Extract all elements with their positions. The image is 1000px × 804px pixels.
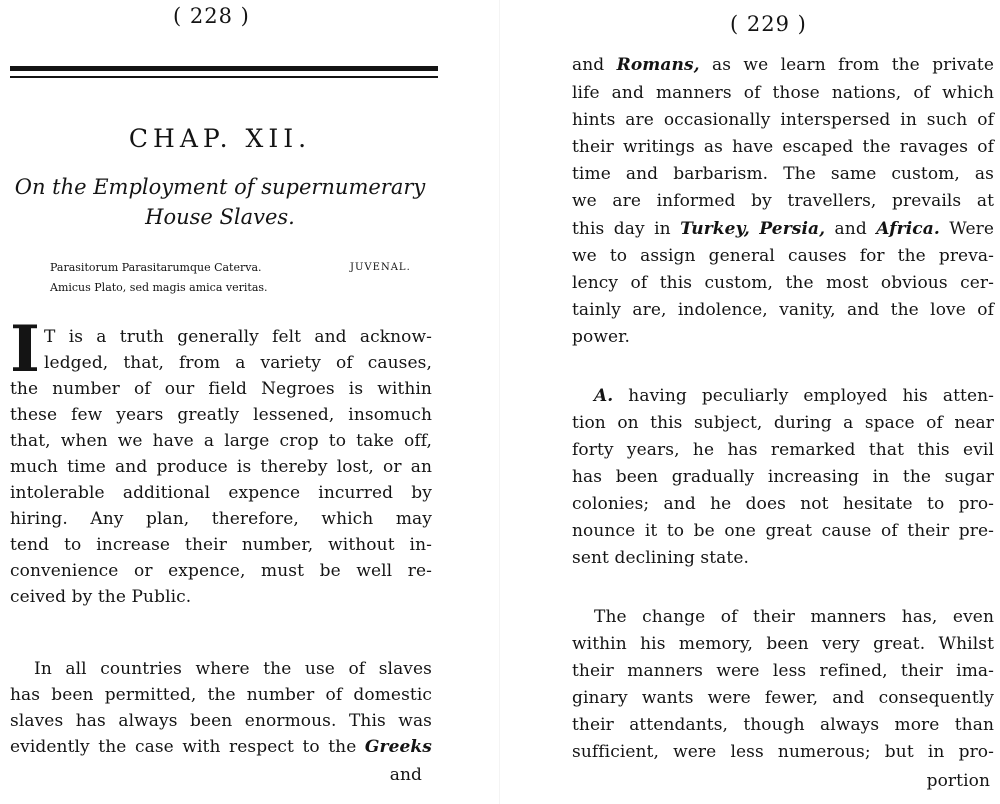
text-line: sent declining state. xyxy=(572,548,750,568)
text-run: evidently the case with respect to the xyxy=(10,737,357,757)
text-line xyxy=(572,52,994,78)
text-line: colonies; and he does not hesitate to pro- xyxy=(572,494,994,514)
subtitle-line: House Slaves. xyxy=(145,205,295,229)
text-run: having peculiarly employed his atten- xyxy=(613,386,994,406)
text-line: forty years, he has remarked that this evil xyxy=(572,440,994,460)
text-line: ginary wants were fewer, and consequently xyxy=(572,688,994,708)
text-line: sufficient, were less numerous; but in pro- xyxy=(572,742,994,762)
gutter xyxy=(499,0,500,804)
subtitle-line: On the Employment of supernumerary xyxy=(14,175,426,199)
text-line: within his memory, been very great. Whilst xyxy=(572,634,994,654)
page-number: ( 228 ) xyxy=(173,4,250,28)
italic-term: A. xyxy=(594,386,614,406)
text-line: their writings as have escaped the ravages of xyxy=(572,137,994,157)
text-line xyxy=(594,383,994,409)
text-line: convenience or expence, must be well re- xyxy=(10,561,432,581)
text-line: tend to increase their number, without in- xyxy=(10,535,432,555)
text-run: and xyxy=(572,55,617,75)
right-page xyxy=(560,0,1000,804)
text-run: as we learn from the private xyxy=(699,55,994,75)
epigraph-text: Parasitorum Parasitarumque Caterva. xyxy=(50,261,262,274)
text-line: much time and produce is thereby lost, or an xyxy=(10,457,432,477)
chapter-heading: CHAP. XII. xyxy=(128,124,312,153)
catchword: and xyxy=(389,765,422,785)
italic-term: Turkey, xyxy=(680,219,750,239)
header-rule-thin xyxy=(10,76,438,78)
text-line: tion on this subject, during a space of near xyxy=(572,413,994,433)
drop-cap: I xyxy=(10,312,40,387)
text-line: hiring. Any plan, therefore, which may xyxy=(10,509,432,529)
text-line: hints are occasionally interspersed in such of xyxy=(572,110,994,130)
text-line: power. xyxy=(572,327,630,347)
text-line: slaves has always been enormous. This was xyxy=(10,711,432,731)
text-line: has been gradually increasing in the sugar xyxy=(572,467,994,487)
text-line: has been permitted, the number of domestic xyxy=(10,685,432,705)
text-line: these few years greatly lessened, insomuch xyxy=(10,405,432,425)
text-line xyxy=(572,216,994,242)
text-run: and xyxy=(825,219,877,239)
text-line: the number of our field Negroes is within xyxy=(10,379,432,399)
text-line: ledged, that, from a variety of causes, xyxy=(44,353,432,373)
text-line: intolerable additional expence incurred by xyxy=(10,483,432,503)
epigraph-source: JUVENAL. xyxy=(350,262,411,273)
text-line: The change of their manners has, even xyxy=(594,607,994,627)
text-line: time and barbarism. The same custom, as xyxy=(572,164,994,184)
italic-term: Africa. xyxy=(876,219,940,239)
epigraph xyxy=(50,258,440,298)
text-line: that, when we have a large crop to take off, xyxy=(10,431,432,451)
text-line: T is a truth generally felt and acknow- xyxy=(44,327,432,347)
text-line: ceived by the Public. xyxy=(10,587,192,607)
chapter-subtitle xyxy=(0,172,440,232)
text-line xyxy=(10,734,432,760)
text-line: In all countries where the use of slaves xyxy=(34,659,432,679)
text-line: their manners were less refined, their ima- xyxy=(572,661,994,681)
text-line: lency of this custom, the most obvious cer- xyxy=(572,273,994,293)
text-line: we to assign general causes for the preva- xyxy=(572,246,994,266)
epigraph-line: Amicus Plato, sed magis amica veritas. xyxy=(50,281,268,294)
text-run: Were xyxy=(939,219,994,239)
italic-term: Romans, xyxy=(616,55,700,75)
text-line: their attendants, though always more than xyxy=(572,715,994,735)
page-number: ( 229 ) xyxy=(730,12,807,36)
epigraph-line xyxy=(50,258,440,278)
catchword: portion xyxy=(926,771,990,791)
left-page xyxy=(0,0,440,804)
text-run: this day in xyxy=(572,219,681,239)
text-run xyxy=(594,386,994,406)
text-line: nounce it to be one great cause of their pre- xyxy=(572,521,994,541)
italic-term: Greeks xyxy=(364,737,432,757)
text-run xyxy=(750,219,759,239)
text-line: life and manners of those nations, of which xyxy=(572,83,994,103)
italic-term: Persia, xyxy=(759,219,826,239)
text-line: we are informed by travellers, prevails at xyxy=(572,191,994,211)
text-line: tainly are, indolence, vanity, and the love of xyxy=(572,300,994,320)
header-rule-thick xyxy=(10,66,438,71)
